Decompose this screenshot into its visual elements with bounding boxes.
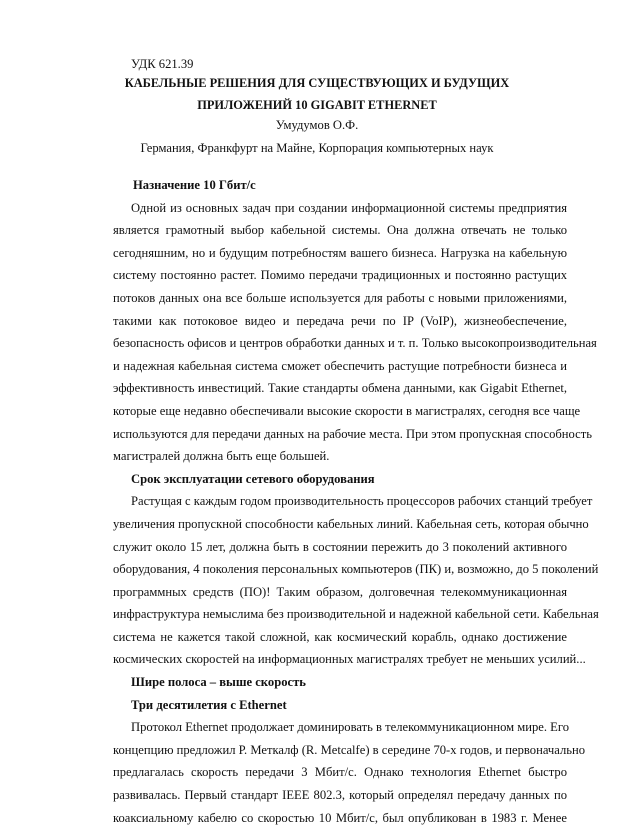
- paragraph-line: инфраструктура немыслима без производительной и надежной кабельной сети. Кабельная: [113, 607, 599, 622]
- title-line-1: КАБЕЛЬНЫЕ РЕШЕНИЯ ДЛЯ СУЩЕСТВУЮЩИХ И БУДУЩИХ: [124, 76, 510, 90]
- paragraph-line: и надежная кабельная система сможет обеспечить растущие потребности бизнеса и: [113, 358, 567, 373]
- section-paragraph: [113, 716, 586, 829]
- paragraph-line: Растущая с каждым годом производительность процессоров рабочих станций требует: [131, 494, 593, 509]
- paragraph-line: является грамотный выбор кабельной системы. Она должна отвечать не только: [113, 223, 567, 238]
- paragraph-line: магистралей должна быть еще большей.: [113, 449, 330, 464]
- paragraph-line: коаксиальному кабелю со скоростью 10 Мбит/с, был опубликован в 1983 г. Менее: [113, 810, 567, 825]
- paper-title: [60, 72, 574, 116]
- paragraph-line: служит около 15 лет, должна быть в состоянии пережить до 3 поколений активного: [113, 539, 567, 554]
- paragraph-line: которые еще недавно обеспечивали высокие скорости в магистралях, сегодня все чаще: [113, 403, 581, 418]
- section-paragraph: [113, 197, 597, 468]
- paragraph-line: концепцию предложил Р. Меткалф (R. Metcalfe) в середине 70-х годов, и первоначально: [113, 742, 586, 757]
- paragraph-line: систему постоянно растет. Помимо передачи традиционных и постоянно растущих: [113, 268, 567, 283]
- paragraph-line: эффективность инвестиций. Такие стандарты обмена данными, как Gigabit Ethernet,: [113, 381, 567, 396]
- paragraph-line: Одной из основных задач при создании информационной системы предприятия: [131, 200, 567, 215]
- author-name: Умудумов О.Ф.: [275, 118, 359, 132]
- paragraph-line: программных средств (ПО)! Таким образом, долговечная телекоммуникационная: [113, 584, 567, 599]
- section-heading: Шире полоса – выше скорость: [131, 675, 306, 690]
- paper-body: [113, 174, 599, 829]
- section-heading: Срок эксплуатации сетевого оборудования: [131, 471, 375, 486]
- paragraph-line: космических скоростей на информационных магистралях требует не меньших усилий...: [113, 652, 586, 667]
- paragraph-line: оборудования, 4 поколения персональных компьютеров (ПК) и, возможно, до 5 поколений: [113, 562, 599, 577]
- title-line-2: ПРИЛОЖЕНИЙ 10 GIGABIT ETHERNET: [197, 98, 437, 112]
- paragraph-line: сегодняшним, но и будущим потребностям вашего бизнеса. Нагрузка на кабельную: [113, 245, 567, 260]
- author-affiliation: Германия, Франкфурт на Майне, Корпорация компьютерных наук: [140, 141, 494, 155]
- paragraph-line: используются для передачи данных на рабочие места. При этом пропускная способность: [113, 426, 592, 441]
- paragraph-line: безопасность офисов и центров обработки данных и т. п. Только высокопроизводительная: [113, 336, 597, 351]
- paragraph-line: предлагалась скорость передачи 3 Мбит/с. Однако технология Ethernet быстро: [113, 765, 567, 780]
- paragraph-line: развивалась. Первый стандарт IEEE 802.3, который определял передачу данных по: [113, 788, 567, 803]
- section-heading: Назначение 10 Гбит/с: [133, 178, 256, 192]
- paragraph-line: такими как потоковое видео и передача речи по IP (VoIP), жизнеобеспечение,: [113, 313, 567, 328]
- paragraph-line: Протокол Ethernet продолжает доминировать в телекоммуникационном мире. Его: [131, 720, 570, 735]
- section-heading: Три десятилетия с Ethernet: [131, 697, 287, 712]
- paragraph-line: потоков данных она все больше используется для работы с новыми приложениями,: [113, 290, 567, 305]
- udk-code: УДК 621.39: [131, 57, 194, 71]
- section-paragraph: [113, 490, 599, 671]
- paragraph-line: увеличения пропускной способности кабельных линий. Кабельная сеть, которая обычно: [113, 516, 589, 531]
- paragraph-line: система не кажется такой сложной, как космический корабль, однако достижение: [113, 629, 567, 644]
